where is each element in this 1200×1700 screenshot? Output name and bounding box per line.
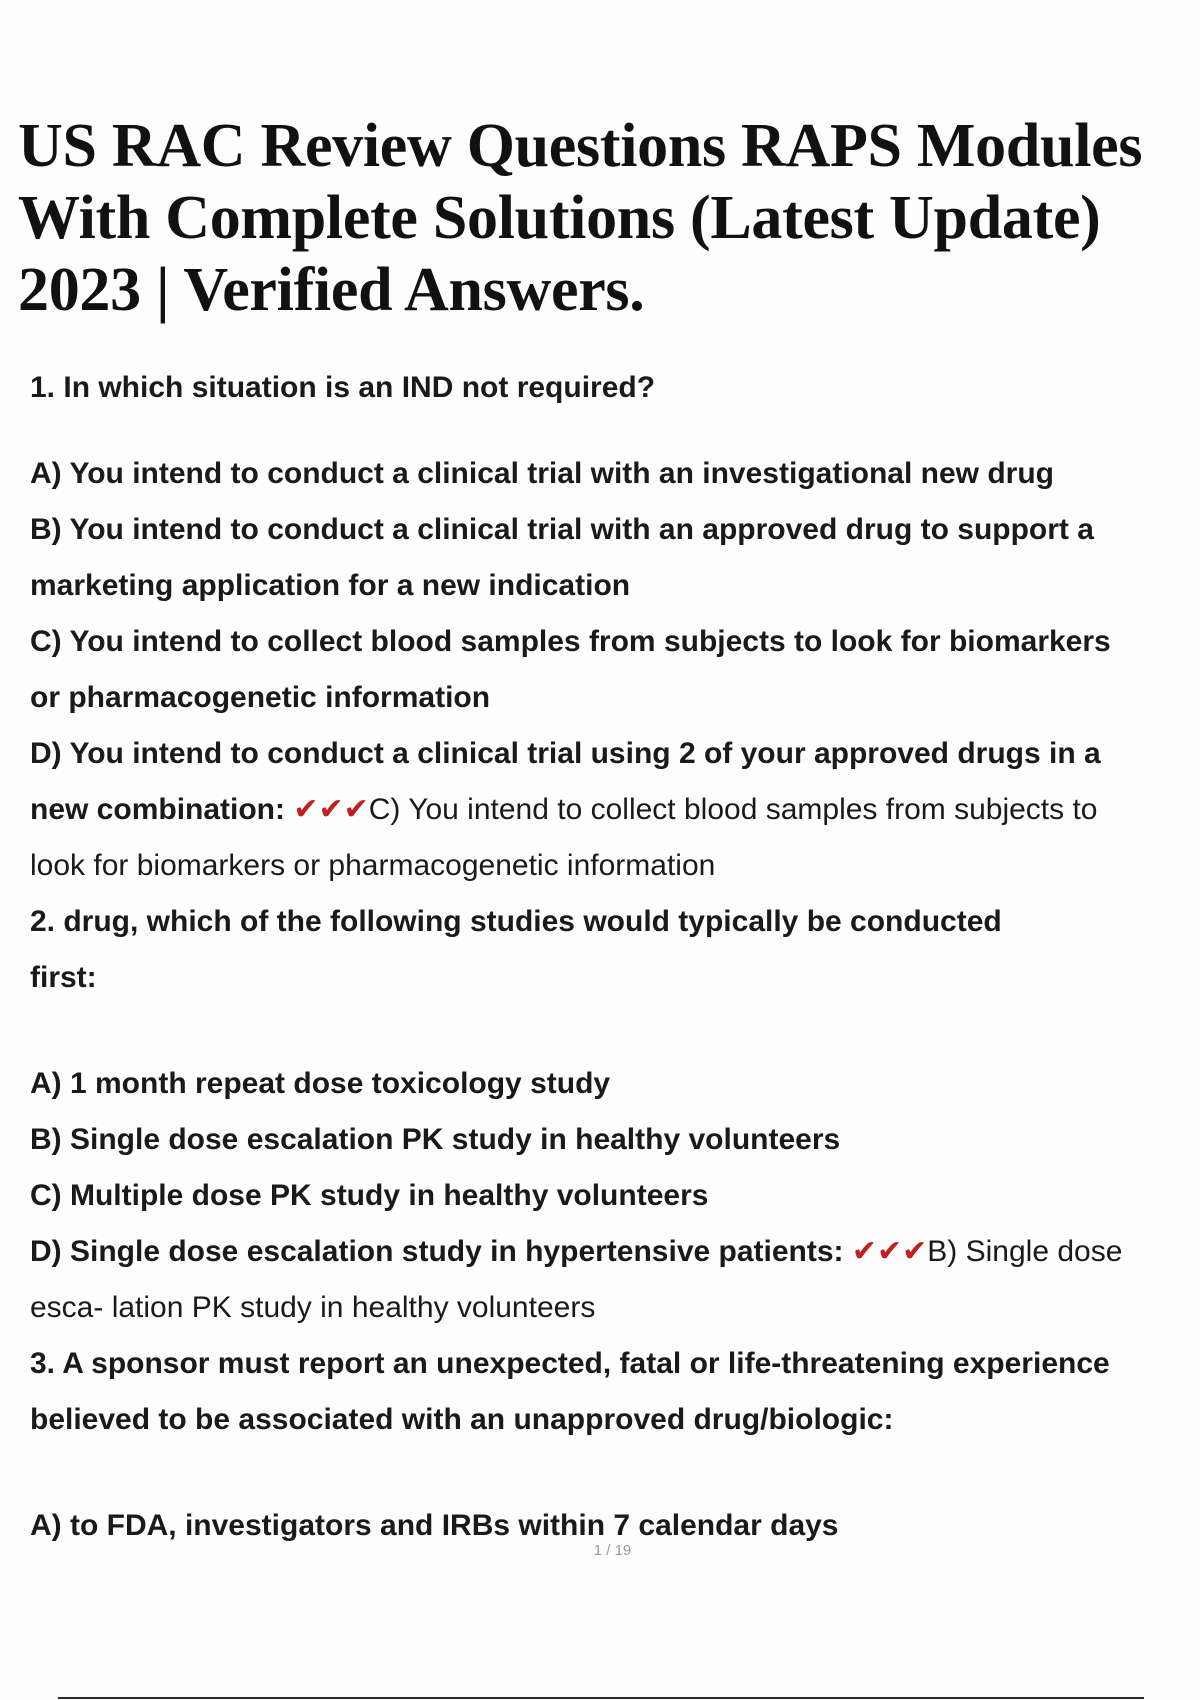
q2-question-cont: first: [30,961,97,994]
q1-option-b: B) You intend to conduct a clinical trial with an approved drug to support a [30,513,1094,546]
spacer [30,1448,1190,1498]
q3-question-cont: believed to be associated with an unapproved drug/biologic: [30,1403,894,1436]
q2-option-d: D) Single dose escalation study in hypertensive patients: [30,1235,844,1268]
q1-option-c-cont: or pharmacogenetic information [30,681,491,714]
q2-answer: B) Single dose [927,1235,1123,1268]
q1-option-b-cont: marketing application for a new indication [30,569,631,602]
q3-question: 3. A sponsor must report an unexpected, fatal or life-threatening experience [30,1347,1110,1380]
q2-question: 2. drug, which of the following studies would typically be conducted [30,905,1002,938]
checkmark-icon: ✔✔✔ [851,1235,928,1268]
questions-content [30,360,1190,1554]
q1-option-d-answer-line [30,782,1190,838]
q1-question: 1. In which situation is an IND not required? [30,371,656,404]
q2-option-c: C) Multiple dose PK study in healthy volunteers [30,1179,709,1212]
title-line-2: With Complete Solutions (Latest Update) [18,184,1101,252]
q2-option-b: B) Single dose escalation PK study in healthy volunteers [30,1123,841,1156]
q2-option-d-answer-line [30,1224,1190,1280]
q1-option-d: D) You intend to conduct a clinical trial using 2 of your approved drugs in a [30,737,1101,770]
page-indicator: 1 / 19 [593,1542,632,1559]
spacer [30,416,1190,446]
document-title [18,110,1193,326]
q1-option-c: C) You intend to collect blood samples from subjects to look for biomarkers [30,625,1111,658]
q1-answer: C) You intend to collect blood samples from subjects to [368,793,1098,826]
title-line-3: 2023 | Verified Answers. [18,256,645,324]
q1-option-d-cont: new combination: [30,793,285,826]
title-line-1: US RAC Review Questions RAPS Modules [18,112,1143,180]
spacer [30,1006,1190,1056]
q3-option-a: A) to FDA, investigators and IRBs within 7 calendar days [30,1509,839,1542]
checkmark-icon: ✔✔✔ [293,793,369,826]
page-divider [58,1697,1144,1699]
q1-option-a: A) You intend to conduct a clinical trial with an investigational new drug [30,457,1054,490]
q2-answer-cont: esca- lation PK study in healthy volunteers [30,1291,596,1324]
q1-answer-cont: look for biomarkers or pharmacogenetic information [30,849,716,882]
q2-option-a: A) 1 month repeat dose toxicology study [30,1067,611,1100]
